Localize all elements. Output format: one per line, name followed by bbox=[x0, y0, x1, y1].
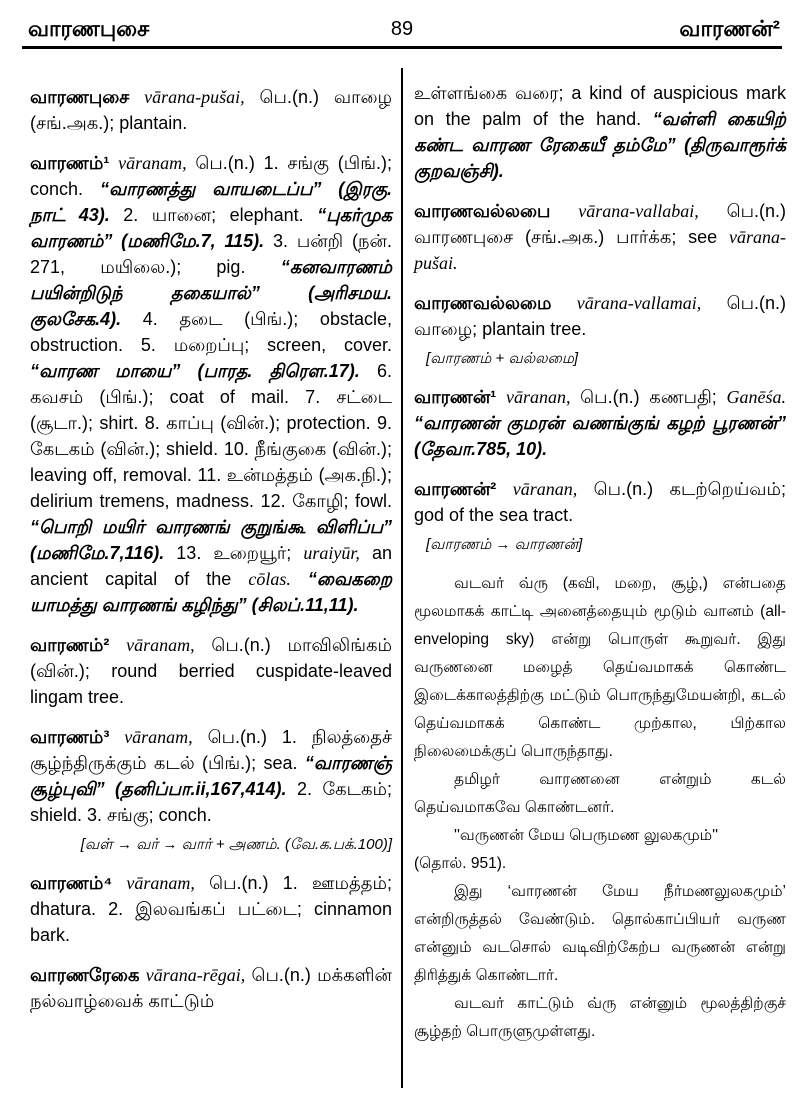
transliteration: vārana-pušai. bbox=[414, 227, 786, 273]
definition: 13. உறையூர்; bbox=[176, 543, 292, 563]
transliteration: vārana-pušai, bbox=[144, 87, 245, 107]
commentary-paragraph: வடவர் வ்ரு (கவி, மறை, சூழ்,) என்பதை மூலமாகக் காட்டி அனைத்தையும் மூடும் வானம் (all-enveloping sky) என்று பொருள் கூறுவர். இது வருணனை மழைத் தெய்வமாகக் கொண்ட இடைக்காலத்திற்கு மட்டும் பொருந்துமேயன்றி, கடல் தெய்வமாகக் கொண்ட முற்கால, பிற்கால நிலைமைக்குப் பொருந்தாது. bbox=[414, 575, 786, 760]
definition: பெ.(n.) கணபதி; bbox=[580, 387, 717, 407]
transliteration: uraiyūr, bbox=[303, 543, 360, 563]
citation: “வாரணன் குமரன் வணங்குங் கழற் பூரணன்” (தேவா.785, 10). bbox=[414, 413, 786, 459]
headword: வாரணம்² bbox=[30, 635, 110, 655]
dictionary-entry bbox=[414, 198, 786, 276]
dictionary-entry bbox=[30, 150, 392, 618]
definition: பெ.(n.) 1. நிலத்தைச் சூழ்ந்திருக்கும் கடல் (பிங்.); sea. bbox=[30, 727, 392, 773]
definition: 2. கேடகம்; shield. 3. சங்கு; conch. bbox=[30, 779, 392, 825]
citation: “வாரணஞ் சூழ்புவி” (தனிப்பா.ii,167,414). bbox=[30, 753, 392, 799]
citation: “பொறி மயிர் வாரணங் குறுங்கூ விளிப்ப” (மணிமே.7,116). bbox=[30, 517, 392, 563]
entry-continuation bbox=[414, 80, 786, 184]
definition: பெ.(n.) 1. சங்கு (பிங்.); conch. bbox=[30, 153, 392, 199]
etymology: [வாரணம் → வாரணன்] bbox=[426, 536, 583, 553]
citation: “வைகறை யாமத்து வாரணங் கழிந்து” (சிலப்.11,11). bbox=[30, 569, 392, 615]
dictionary-entry bbox=[414, 476, 786, 528]
definition: பெ.(n.) மக்களின் நல்வாழ்வைக் காட்டும் bbox=[30, 965, 392, 1011]
citation: “கனவாரணம் பயின்றிடுந் தகையால்” (அரிசமய. குலசேக.4). bbox=[30, 257, 392, 329]
definition: பெ.(n.) வாழை bbox=[259, 87, 392, 107]
citation: “புகர்முக வாரணம்” (மணிமே.7, 115). bbox=[30, 205, 392, 251]
commentary-paragraph: தமிழர் வாரணனை என்றும் கடல் தெய்வமாகவே கொண்டனர். bbox=[414, 771, 786, 816]
definition: உள்ளங்கை வரை; a kind of auspicious mark on the palm of the hand. bbox=[414, 83, 786, 129]
definition: (சங்.அக.); plantain. bbox=[30, 113, 188, 133]
headword: வாரணரேகை bbox=[30, 965, 140, 985]
headword: வாரணன்¹ bbox=[414, 387, 497, 407]
headword: வாரணம்¹ bbox=[30, 153, 110, 173]
definition: 6. கவசம் (பிங்.); coat of mail. 7. சட்டை (சூடா.); shirt. 8. காப்பு (வின்.); protection. 9. கேடகம் (வின்.); shield. 10. நீங்குகை (வின்.); leaving off, removal. 11. உன்மத்தம் (அக.நி.); delirium tremens, madness. 12. கோழி; fowl. bbox=[30, 361, 392, 511]
headword: வாரணவல்லமை bbox=[414, 293, 552, 313]
transliteration: vāranam, bbox=[126, 873, 195, 893]
citation: “வாரண மாயை” (பாரத. திரௌ.17). bbox=[30, 361, 360, 381]
dictionary-entry bbox=[414, 384, 786, 462]
commentary-paragraph: இது ‘வாரணன் மேய நீர்மணலுலகமும்’ என்றிருத்தல் வேண்டும். தொல்காப்பியர் வருண என்னும் வடசொல் வடிவிற்கேற்ப வருணன் என்று திரித்துக் கொண்டார். bbox=[414, 883, 786, 984]
column-divider bbox=[401, 68, 403, 1088]
header-rule bbox=[22, 46, 782, 49]
dictionary-entry bbox=[30, 962, 392, 1014]
transliteration: cōlas. bbox=[248, 569, 291, 589]
definition: பெ.(n.) 1. ஊமத்தம்; dhatura. 2. இலவங்கப் பட்டை; cinnamon bark. bbox=[30, 873, 392, 945]
page-number: 89 bbox=[390, 18, 414, 40]
headword: வாரணன்² bbox=[414, 479, 497, 499]
header-left-guideword: வாரணபுசை bbox=[28, 16, 150, 41]
transliteration: vārana-rēgai, bbox=[145, 965, 246, 985]
transliteration: vāranam, bbox=[118, 153, 187, 173]
citation: “வாரணத்து வாயடைப்ப” (இரகு. நாட் 43). bbox=[30, 179, 392, 225]
dictionary-entry bbox=[30, 870, 392, 948]
definition: 3. பன்றி (நன். 271, மயிலை.); pig. bbox=[30, 231, 392, 277]
definition: an ancient capital of the bbox=[30, 543, 392, 589]
commentary-paragraph: வடவர் காட்டும் வ்ரு என்னும் மூலத்திற்குச் சூழ்தற் பொருளுமுள்ளது. bbox=[414, 995, 786, 1040]
transliteration: vāranam, bbox=[124, 727, 193, 747]
transliteration: vāranan, bbox=[505, 387, 571, 407]
transliteration: Ganēśa. bbox=[726, 387, 786, 407]
left-column bbox=[30, 84, 392, 1028]
right-column bbox=[414, 80, 786, 1046]
transliteration: vāranan, bbox=[512, 479, 578, 499]
quotation-source: (தொல். 951). bbox=[414, 855, 507, 872]
definition: பெ.(n.) மாவிலிங்கம் (வின்.); round berried cuspidate-leaved lingam tree. bbox=[30, 635, 392, 707]
headword: வாரணவல்லபை bbox=[414, 201, 551, 221]
dictionary-entry bbox=[30, 724, 392, 828]
definition: 4. தடை (பிங்.); obstacle, obstruction. 5. மறைப்பு; screen, cover. bbox=[30, 309, 392, 355]
transliteration: vārana-vallabai, bbox=[578, 201, 699, 221]
dictionary-entry bbox=[30, 632, 392, 710]
etymology: [வாரணம் + வல்லமை] bbox=[426, 350, 579, 367]
definition: பெ.(n.) வாழை; plantain tree. bbox=[414, 293, 786, 339]
headword: வாரணம்⁴ bbox=[30, 873, 113, 893]
header-right-guideword: வாரணன்² bbox=[679, 16, 780, 41]
dictionary-entry bbox=[414, 290, 786, 342]
headword: வாரணபுசை bbox=[30, 87, 130, 107]
transliteration: vāranam, bbox=[126, 635, 195, 655]
quotation: ''வருணன் மேய பெருமண லுலகமும்'' bbox=[454, 827, 719, 844]
citation: “வள்ளி கையிற் கண்ட வாரண ரேகையீ தம்மே” (திருவாரூர்க் குறவஞ்சி). bbox=[414, 109, 786, 181]
definition: 2. யானை; elephant. bbox=[123, 205, 304, 225]
transliteration: vārana-vallamai, bbox=[576, 293, 702, 313]
page-header bbox=[22, 6, 782, 46]
etymology: [வள் → வர் → வார் + அணம். (வே.க.பக்.100)] bbox=[80, 836, 392, 853]
definition: பெ.(n.) கடற்றெய்வம்; god of the sea tract. bbox=[414, 479, 786, 525]
definition: பெ.(n.) வாரணபுசை (சங்.அக.) பார்க்க; see bbox=[414, 201, 786, 247]
dictionary-entry bbox=[30, 84, 392, 136]
headword: வாரணம்³ bbox=[30, 727, 110, 747]
